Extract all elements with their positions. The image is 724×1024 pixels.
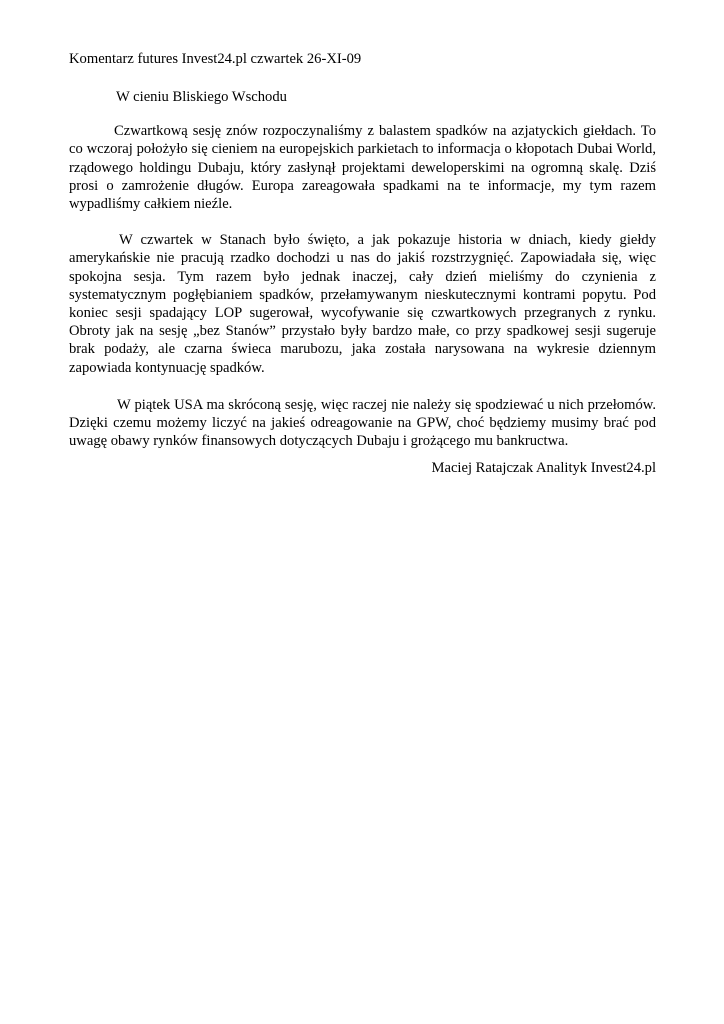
paragraph-3: W piątek USA ma skróconą sesję, więc raczej nie należy się spodziewać u nich przełomów. Dzięki czemu możemy liczyć na jakieś odreagowanie na GPW, choć będziemy musimy brać pod uwagę obawy rynków finansowych dotyczących Dubaju i grożącego mu bankructwa. xyxy=(69,396,656,450)
paragraph-2: W czwartek w Stanach było święto, a jak pokazuje historia w dniach, kiedy giełdy amerykańskie nie pracują rzadko dochodzi u nas do jakiś rozstrzygnięć. Zapowiadała się, więc spokojna sesja. Tym razem było jednak inaczej, cały dzień mieliśmy do czynienia z systematycznym pogłębianiem spadków, przełamywanym nieskutecznymi kontrami popytu. Pod koniec sesji spadający LOP sugerował, wycofywanie się czwartkowych przegranych z rynku. Obroty jak na sesję „bez Stanów” przystało były bardzo małe, co przy spadkowej sesji sugeruje brak podaży, ale czarna świeca marubozu, jaka została narysowana na wykresie dziennym zapowiada kontynuację spadków. xyxy=(69,232,656,376)
article-title: W cieniu Bliskiego Wschodu xyxy=(116,89,287,105)
document-header: Komentarz futures Invest24.pl czwartek 26-XI-09 xyxy=(69,51,362,67)
document-page xyxy=(69,50,656,478)
author-signature: Maciej Ratajczak Analityk Invest24.pl xyxy=(431,460,656,477)
paragraph-1: Czwartkową sesję znów rozpoczynaliśmy z balastem spadków na azjatyckich giełdach. To co wczoraj położyło się cieniem na europejskich parkietach to informacja o kłopotach Dubai World, rządowego holdingu Dubaju, który zasłynął projektami deweloperskimi na ogromną skalę. Dziś prosi o zamrożenie długów. Europa zareagowała spadkami na te informacje, my tym razem wypadliśmy całkiem nieźle. xyxy=(69,123,656,213)
